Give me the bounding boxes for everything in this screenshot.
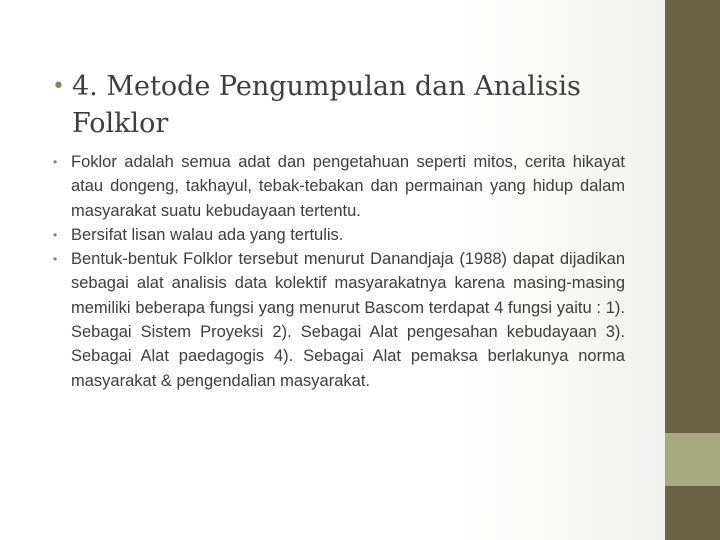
bullet-icon: • <box>53 227 58 242</box>
title-bullet-icon: • <box>52 74 65 99</box>
bullet-icon: • <box>53 155 58 169</box>
bullet-item <box>53 150 625 223</box>
bullet-item <box>53 247 625 393</box>
bullet-text: Foklor adalah semua adat dan pengetahuan seperti mitos, cerita hikayat atau dongeng, takhayul, tebak-tebakan dan permainan yang hidup dalam masyarakat suatu kebudayaan tertentu. <box>71 153 625 220</box>
decorative-sidebar-bottom <box>665 486 720 540</box>
bullet-text: Bersifat lisan walau ada yang tertulis. <box>71 225 344 244</box>
slide-title <box>52 68 652 142</box>
slide-title-text: 4. Metode Pengumpulan dan Analisis Folklor <box>72 71 581 139</box>
bullet-icon: • <box>53 252 58 267</box>
decorative-sidebar-accent <box>665 433 720 486</box>
bullet-item <box>53 223 625 247</box>
bullet-text: Bentuk-bentuk Folklor tersebut menurut Danandjaja (1988) dapat dijadikan sebagai alat analisis data kolektif masyarakatnya karena masing-masing memiliki beberapa fungsi yang menurut Bascom terdapat 4 fungsi yaitu : 1). Sebagai Sistem Proyeksi 2). Sebagai Alat pengesahan kebudayaan 3). Sebagai Alat paedagogis 4). Sebagai Alat pemaksa berlakunya norma masyarakat & pengendalian masyarakat. <box>71 250 625 390</box>
slide-body <box>53 150 625 393</box>
decorative-sidebar-dark <box>665 0 720 433</box>
